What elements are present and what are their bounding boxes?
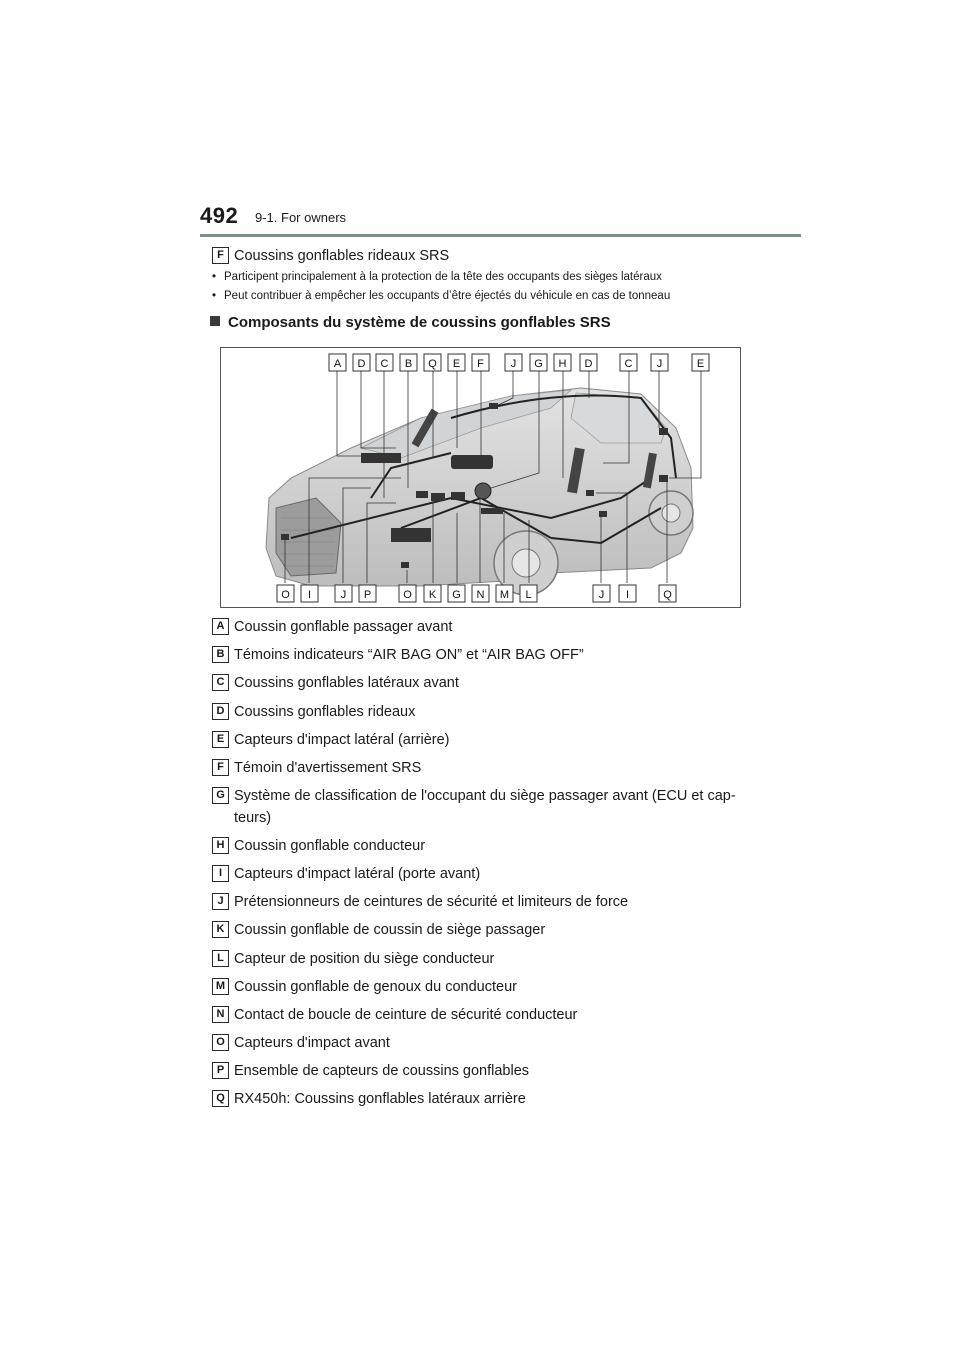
bottom-label-9: M bbox=[499, 589, 510, 601]
top-label-7: F bbox=[477, 358, 484, 370]
bottom-label-11: J bbox=[598, 589, 605, 601]
legend-key-n: N bbox=[212, 1006, 229, 1023]
legend-key-c: C bbox=[212, 674, 229, 691]
passenger-airbag-module bbox=[361, 453, 401, 463]
top-label-5: Q bbox=[428, 358, 437, 370]
header-rule bbox=[200, 234, 801, 237]
legend-text-a: Coussin gonflable passager avant bbox=[234, 619, 453, 635]
legend-text-g: Système de classification de l'occupant du siège passager avant (ECU et cap- bbox=[234, 788, 736, 804]
square-bullet-icon bbox=[210, 316, 220, 326]
legend-text-b: Témoins indicateurs “AIR BAG ON” et “AIR BAG OFF” bbox=[234, 647, 584, 663]
legend-key-e: E bbox=[212, 731, 229, 748]
legend-key-o: O bbox=[212, 1034, 229, 1051]
legend-text-e: Capteurs d'impact latéral (arrière) bbox=[234, 732, 450, 748]
top-label-14: E bbox=[696, 358, 705, 370]
top-label-2: D bbox=[357, 358, 366, 370]
top-label-4: B bbox=[404, 358, 413, 370]
top-label-3: C bbox=[380, 358, 389, 370]
legend-text-p: Ensemble de capteurs de coussins gonflables bbox=[234, 1063, 530, 1079]
top-label-6: E bbox=[452, 358, 461, 370]
seat-sensor bbox=[475, 483, 491, 499]
legend-text-h: Coussin gonflable conducteur bbox=[234, 838, 426, 854]
driver-airbag-module bbox=[451, 455, 493, 469]
section-title: 9-1. For owners bbox=[255, 210, 347, 225]
bottom-label-8: N bbox=[476, 589, 485, 601]
legend-key-f: F bbox=[212, 759, 229, 776]
legend-key-h: H bbox=[212, 837, 229, 854]
components-subheading bbox=[210, 314, 611, 331]
top-label-8: J bbox=[510, 358, 517, 370]
airbag-diagram bbox=[220, 347, 741, 608]
legend-text-n: Contact de boucle de ceinture de sécurité conducteur bbox=[234, 1007, 578, 1023]
legend-key-j: J bbox=[212, 893, 229, 910]
legend-text-j: Prétensionneurs de ceintures de sécurité et limiteurs de force bbox=[234, 894, 629, 910]
page-number: 492 bbox=[200, 203, 239, 228]
legend-text-c: Coussins gonflables latéraux avant bbox=[234, 675, 459, 691]
subheading-text: Composants du système de coussins gonflables SRS bbox=[228, 314, 611, 331]
sensor-front-right bbox=[401, 562, 409, 568]
legend-key-q: Q bbox=[212, 1090, 229, 1107]
legend-key-a: A bbox=[212, 618, 229, 635]
legend-text-q: RX450h: Coussins gonflables latéraux arrière bbox=[234, 1091, 526, 1107]
knee-airbag-module bbox=[391, 528, 431, 542]
legend-key-d: D bbox=[212, 703, 229, 720]
car-illustration bbox=[221, 348, 741, 608]
top-label-10: H bbox=[558, 358, 567, 370]
bottom-label-5: O bbox=[403, 589, 412, 601]
intro-bullet-1: • Participent principalement à la protection de la tête des occupants des sièges latéraux bbox=[212, 271, 662, 283]
bottom-label-7: G bbox=[452, 589, 461, 601]
legend-text-g-cont: teurs) bbox=[234, 810, 272, 826]
legend-key-m: M bbox=[212, 978, 229, 995]
top-label-12: C bbox=[624, 358, 633, 370]
top-label-11: D bbox=[584, 358, 593, 370]
legend-text-m: Coussin gonflable de genoux du conducteur bbox=[234, 979, 517, 995]
legend-key-p: P bbox=[212, 1062, 229, 1079]
intro-title: Coussins gonflables rideaux SRS bbox=[234, 248, 450, 264]
bottom-label-12: I bbox=[625, 589, 630, 601]
legend-text-d: Coussins gonflables rideaux bbox=[234, 704, 416, 720]
legend-text-f: Témoin d'avertissement SRS bbox=[234, 760, 422, 776]
bottom-label-6: K bbox=[428, 589, 437, 601]
bottom-label-13: Q bbox=[663, 589, 672, 601]
top-label-13: J bbox=[656, 358, 663, 370]
legend-key-l: L bbox=[212, 950, 229, 967]
bottom-label-2: I bbox=[307, 589, 312, 601]
legend-text-i: Capteurs d'impact latéral (porte avant) bbox=[234, 866, 481, 882]
legend-key-i: I bbox=[212, 865, 229, 882]
page-header bbox=[200, 203, 801, 237]
legend-text-o: Capteurs d'impact avant bbox=[234, 1035, 390, 1051]
legend-key-g: G bbox=[212, 787, 229, 804]
legend-text-k: Coussin gonflable de coussin de siège passager bbox=[234, 922, 546, 938]
intro-badge: F bbox=[212, 247, 229, 264]
legend-key-b: B bbox=[212, 646, 229, 663]
intro-bullet-2: • Peut contribuer à empêcher les occupants d’être éjectés du véhicule en cas de tonneau bbox=[212, 290, 671, 302]
bottom-label-1: O bbox=[281, 589, 290, 601]
intro-bullet-2-text: Peut contribuer à empêcher les occupants d’être éjectés du véhicule en cas de tonneau bbox=[224, 290, 671, 302]
bottom-label-4: P bbox=[363, 589, 372, 601]
bottom-label-3: J bbox=[340, 589, 347, 601]
top-label-1: A bbox=[333, 358, 342, 370]
top-label-9: G bbox=[534, 358, 543, 370]
legend-key-k: K bbox=[212, 921, 229, 938]
legend-text-l: Capteur de position du siège conducteur bbox=[234, 951, 495, 967]
intro-bullet-1-text: Participent principalement à la protection de la tête des occupants des sièges latéraux bbox=[224, 271, 662, 283]
bottom-label-10: L bbox=[525, 589, 532, 601]
